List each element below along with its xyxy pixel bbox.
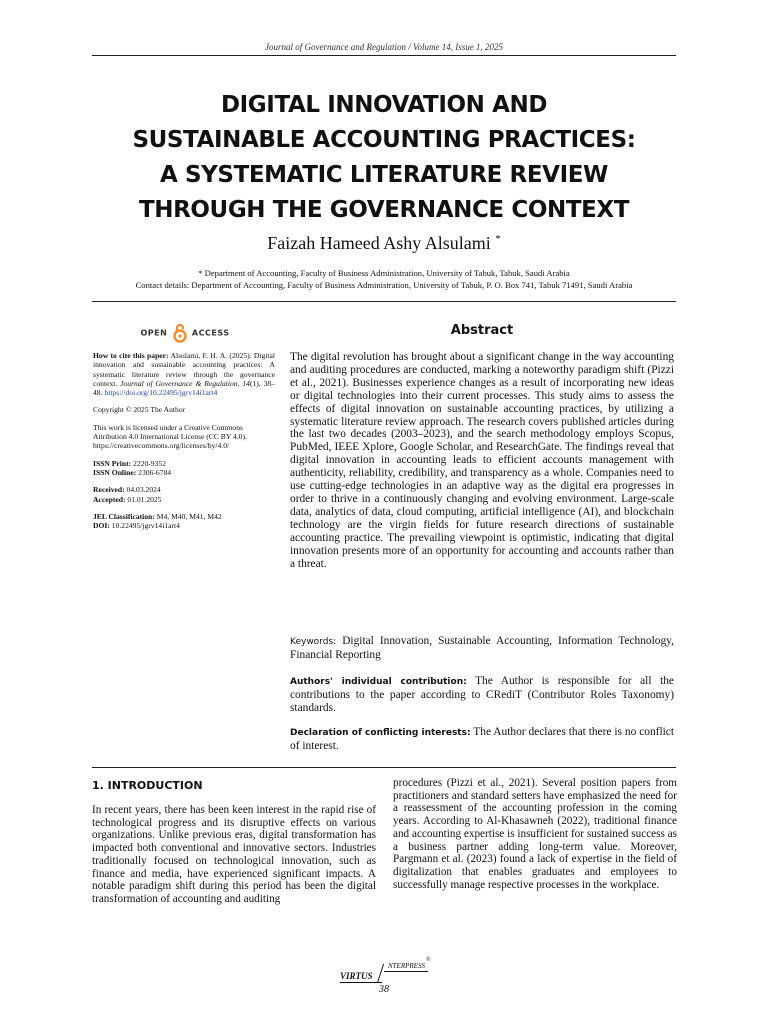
title-line: THROUGH THE GOVERNANCE CONTEXT [138, 197, 630, 223]
citation-journal: Journal of Governance & Regulation, 14 [120, 378, 250, 388]
accepted-date: 01.01.2025 [127, 494, 162, 504]
affiliation-line: * Department of Accounting, Faculty of Business Administration, University of Tabuk, Tabuk, Saudi Arabia [198, 268, 570, 278]
issn-block [93, 459, 275, 478]
conflict-text: The Author declares that there is no conflict of interest. [290, 726, 674, 752]
citation-text: Alsulami, F. H. A. (2025). Digital innovation and sustainable accounting practices: A systematic literature review through the governance context. [93, 351, 275, 388]
accepted-label: Accepted: [93, 494, 126, 504]
affiliation-divider [92, 301, 676, 302]
author-line [92, 233, 676, 254]
keywords-text: Digital Innovation, Sustainable Accounting, Information Technology, Financial Reporting [290, 635, 674, 661]
introduction-column-1: In recent years, there has been keen interest in the rapid rise of technological progress and its disruptive effects on various organizations. Unlike previous eras, digital transformation has impacted both conventional and innovative sectors. Industries traditionally focused on technological innovation, such as finance and media, have experienced significant impacts. A notable paradigm shift during this period has been the digital transformation of accounting and auditing [92, 804, 376, 905]
page-number: 38 [379, 984, 389, 995]
jel-label: JEL Classification: [93, 511, 155, 521]
author-contribution [290, 675, 674, 715]
citation [93, 351, 275, 397]
journal-header: Journal of Governance and Regulation / Volume 14, Issue 1, 2025 [265, 42, 503, 52]
issn-online-label: ISSN Online: [93, 467, 137, 477]
citation-label: How to cite this paper: [93, 351, 169, 360]
open-lock-icon [171, 329, 192, 338]
doi-label: DOI: [93, 521, 110, 531]
open-access-badge [92, 323, 278, 343]
contact-details: Contact details: Department of Accounting, Faculty of Business Administration, University of Tabuk, P. O. Box 741, Tabuk 71491, Saudi Arabia [135, 280, 633, 290]
abstract-heading: Abstract [450, 323, 514, 338]
logo-rule [384, 971, 428, 972]
issn-print-label: ISSN Print: [93, 458, 132, 468]
jel-doi-block [93, 512, 275, 531]
conflict-declaration [290, 726, 674, 753]
conflict-label: Declaration of conflicting interests: [290, 728, 471, 738]
doi-value: 10.22495/jgrv14i1art4 [111, 521, 180, 531]
logo-registered-mark: ® [426, 957, 431, 963]
open-access-left: OPEN [140, 328, 168, 338]
article-info-sidebar [93, 351, 275, 538]
title-line: SUSTAINABLE ACCOUNTING PRACTICES: [132, 127, 636, 153]
open-access-right: ACCESS [191, 328, 230, 338]
introduction-column-2: procedures (Pizzi et al., 2021). Several position papers from practitioners and standard setters have emphasized the need for a reassessment of the accounting profession in the coming years. According to Al-Khasawneh (2022), traditional finance and accounting expertise is insufficient for sustained success as a business partner adding long-term value. Moreover, Pargmann et al. (2023) found a lack of expertise in the field of digitalization that enables graduates and employees to successfully manage respective processes in the workplace. [393, 777, 677, 891]
logo-virtus: VIRTUS [340, 971, 373, 981]
logo-interpress: NTERPRESS [388, 962, 425, 970]
license: This work is licensed under a Creative Commons Attribution 4.0 International License (CC BY 4.0). https://creativecommons.org/licenses/by/4.0/ [93, 422, 247, 451]
received-date: 04.03.2024 [126, 485, 161, 495]
author-name: Faizah Hameed Ashy Alsulami [267, 233, 491, 253]
issn-online: 2306-6784 [138, 467, 172, 477]
citation-issue: (1), 38–48. [93, 378, 275, 398]
title-line: DIGITAL INNOVATION AND [220, 92, 548, 118]
keywords-label: Keywords: [290, 637, 337, 647]
paper-title [60, 88, 708, 228]
abstract-text: The digital revolution has brought about a significant change in the way accounting and auditing procedures are conducted, marking a noteworthy paradigm shift (Pizzi et al., 2021). Businesses experience changes as a result of incorporating new ideas or digital technologies into their current processes. This study aims to assess the effects of digital innovation on sustainable accounting practices, by utilizing a systematic literature review approach. The research covers published articles during the last two decades (2003–2023), and the search methodology employs Scopus, PubMed, IEEE Xplore, Google Scholar, and ResearchGate. The findings reveal that digital innovation in accounting leads to efficient accounts management with authenticity, reliability, credibility, and transparency as a whole. Companies need to use cutting-edge technologies in an adaptive way as the digital era progresses in order to thrive in a continuously changing and evolving environment. Large-scale data, analytics of data, cloud computing, artificial intelligence (AI), and blockchain technology are the virgin fields for future research directions of sustainable accounting practice. The prevailing viewpoint is optimistic, indicating that digital innovation presents more of an opportunity for accounting and accounts rather than a threat. [290, 351, 674, 570]
logo-slash [377, 964, 384, 983]
contribution-label: Authors' individual contribution: [290, 677, 467, 687]
dates-block [93, 485, 275, 504]
author-mark: * [495, 233, 501, 245]
title-line: A SYSTEMATIC LITERATURE REVIEW [159, 162, 609, 188]
issn-print: 2220-9352 [133, 458, 166, 468]
section-divider [92, 767, 676, 768]
keywords [290, 635, 674, 662]
jel-codes: M4, M40, M41, M42 [156, 511, 222, 521]
affiliation [92, 267, 676, 291]
header-divider [92, 55, 676, 56]
introduction-heading: 1. INTRODUCTION [92, 779, 203, 792]
contribution-text: The Author is responsible for all the contributions to the paper according to CRediT (Contributor Roles Taxonomy) standards. [290, 675, 674, 714]
virtus-interpress-logo [330, 957, 440, 986]
doi-link[interactable]: https://doi.org/10.22495/jgrv14i1art4 [104, 388, 218, 398]
received-label: Received: [93, 485, 125, 495]
copyright: Copyright © 2025 The Author [93, 405, 186, 415]
